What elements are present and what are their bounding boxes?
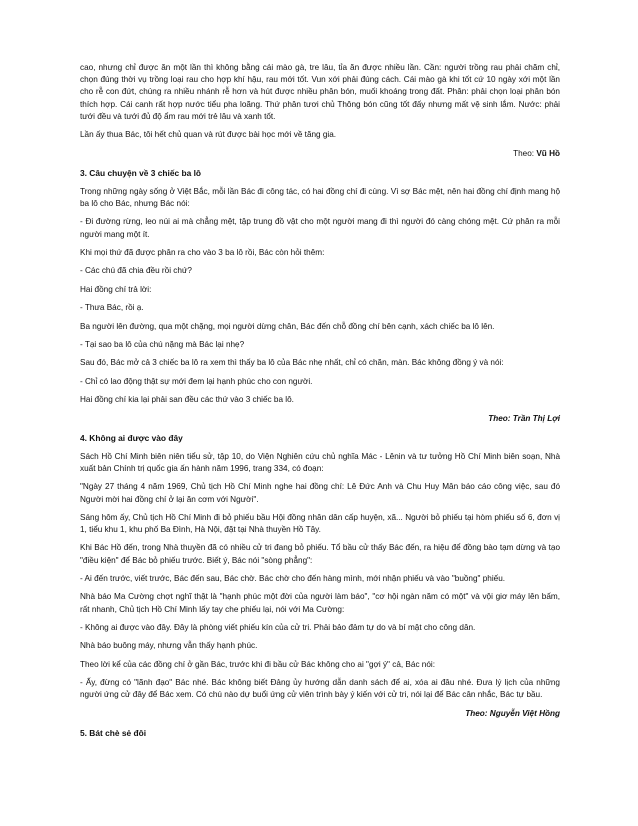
body-paragraph: Nhà báo Ma Cường chợt nghĩ thật là "hạnh phúc một đời của người làm báo", "cơ hội ngàn năm có một" và vội giơ máy lên bấm, rất nhanh, Chủ tịch Hồ Chí Minh lấy tay che phiếu lại, nói với Ma Cường: (80, 592, 560, 614)
body-paragraph: Sau đó, Bác mở cả 3 chiếc ba lô ra xem thì thấy ba lô của Bác nhẹ nhất, chỉ có chăn, màn. Bác không đồng ý và nói: (80, 358, 504, 368)
body-paragraph: - Ấy, đừng có "lãnh đạo" Bác nhé. Bác không biết Đảng ủy hướng dẫn danh sách để ai, xóa ai đâu nhé. Đưa lý lịch của những người ứng cử đây để Bác xem. Có chú nào dự buổi ứng cử viên trình bày ý kiến với cử tri, nói lại để Bác cân nhắc, Bác tự bầu. (80, 678, 560, 700)
body-paragraph: - Các chú đã chia đều rồi chứ? (80, 266, 192, 276)
body-paragraph: Theo lời kể của các đồng chí ở gần Bác, trước khi đi bầu cử Bác không cho ai "gợi ý" cả, Bác nói: (80, 659, 436, 669)
body-paragraph: Nhà báo buông máy, nhưng vẫn thấy hạnh phúc. (80, 641, 258, 651)
body-paragraph: Khi Bác Hồ đến, trong Nhà thuyền đã có nhiều cử tri đang bỏ phiếu. Tổ bầu cử thấy Bác đến, ra hiệu để đồng bào tạm dừng và tạo "điều kiện" để Bác bỏ phiếu trước. Biết ý, Bác nói "sòng phẳng": (80, 543, 560, 565)
intro-paragraph: Lần ấy thua Bác, tôi hết chủ quan và rút được bài học mới về tăng gia. (80, 130, 337, 140)
body-paragraph: - Chỉ có lao động thật sự mới đem lại hạnh phúc cho con người. (80, 376, 313, 386)
intro-paragraph: cao, nhưng chỉ được ăn một lần thì không bằng cái mào gà, tre lâu, tỉa ăn được nhiều lần. Cần: người trồng rau phải chăm chỉ, chọn đúng thời vụ trồng loại rau cho hợp khí hậu, rau mới tốt. Vun xới phải đúng cách. Cái mào gà khi tốt cứ 10 ngày xới một lần cho rễ con đứt, chúng ra nhiều nhánh rễ hơn và hút được nhiều phân bón, muối khoáng trong đất. Phân: phải chọn loại phân bón thích hợp. Cái canh rất hợp nước tiểu pha loãng. Thứ phân tươi chủ Thông bón cũng tốt đấy nhưng mất vệ sinh lắm. Nước: phải tưới đều và tưới đủ độ ẩm rau mới trẻ lâu và xanh tốt. (80, 63, 560, 121)
body-paragraph: Trong những ngày sống ở Việt Bắc, mỗi lần Bác đi công tác, có hai đồng chí đi cùng. Vì sợ Bác mệt, nên hai đồng chí định mang hộ ba lô cho Bác, nhưng Bác nói: (80, 186, 560, 208)
author-name: Theo: Trần Thị Lợi (488, 413, 560, 423)
author-line (80, 413, 560, 425)
body-paragraph: Hai đồng chí trả lời: (80, 284, 152, 294)
author-line (80, 148, 560, 160)
body-paragraph: "Ngày 27 tháng 4 năm 1969, Chủ tịch Hồ Chí Minh nghe hai đồng chí: Lê Đức Anh và Chu Huy Mân báo cáo công việc, sau đó Người mời hai đồng chí ở lại ăn cơm với Người". (80, 482, 560, 504)
body-paragraph: Sáng hôm ấy, Chủ tịch Hồ Chí Minh đi bỏ phiếu bầu Hội đồng nhân dân cấp huyện, xã... Người bỏ phiếu tại hòm phiếu số 6, đơn vị 1, tiểu khu 1, khu phố Ba Đình, Hà Nội, đặt tại Nhà thuyền Hồ Tây. (80, 512, 560, 535)
section-heading: 5. Bát chè sẻ đôi (80, 728, 147, 739)
body-paragraph: - Thưa Bác, rồi ạ. (80, 303, 144, 313)
body-paragraph: - Tại sao ba lô của chú nặng mà Bác lại nhẹ? (80, 339, 245, 349)
author-name: Theo: Nguyễn Việt Hồng (465, 708, 560, 718)
body-paragraph: Khi mọi thứ đã được phân ra cho vào 3 ba lô rồi, Bác còn hỏi thêm: (80, 247, 325, 257)
body-paragraph: - Không ai được vào đây. Đây là phòng viết phiếu kín của cử tri. Phải bảo đảm tự do và bí mật cho công dân. (80, 623, 476, 633)
author-line (80, 708, 560, 720)
document-page (80, 62, 560, 746)
body-paragraph: Hai đồng chí kia lại phải san đều các thứ vào 3 chiếc ba lô. (80, 395, 294, 405)
section-heading: 3. Câu chuyện về 3 chiếc ba lô (80, 167, 202, 178)
section-heading: 4. Không ai được vào đây (80, 432, 183, 443)
body-paragraph: - Đi đường rừng, leo núi ai mà chẳng mệt, tập trung đồ vật cho một người mang đi thì người đó càng chóng mệt. Cứ phân ra mỗi người mang một ít. (80, 217, 560, 239)
body-paragraph: Sách Hồ Chí Minh biên niên tiểu sử, tập 10, do Viện Nghiên cứu chủ nghĩa Mác - Lênin và tư tưởng Hồ Chí Minh biên soạn, Nhà xuất bản Chính trị quốc gia ấn hành năm 1996, trang 334, có đoạn: (80, 451, 560, 473)
body-paragraph: Ba người lên đường, qua một chặng, mọi người dừng chân, Bác đến chỗ đồng chí bên cạnh, xách chiếc ba lô lên. (80, 321, 495, 331)
author-name: Vũ Hồ (536, 148, 560, 158)
author-prefix: Theo: (513, 148, 537, 158)
body-paragraph: - Ai đến trước, viết trước, Bác đến sau, Bác chờ. Bác chờ cho đến hàng mình, mới nhận phiếu và vào "buồng" phiếu. (80, 574, 506, 584)
